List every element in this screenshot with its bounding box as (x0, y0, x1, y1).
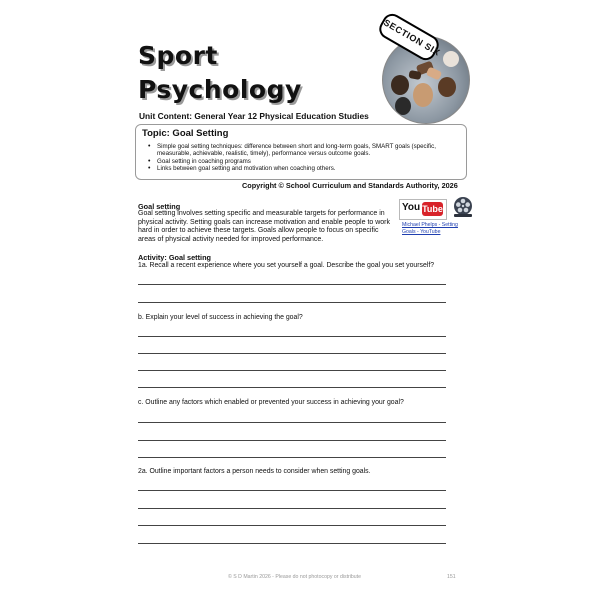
answer-line[interactable] (138, 508, 446, 509)
answer-line[interactable] (138, 302, 446, 303)
copyright-notice: Copyright © School Curriculum and Standards Authority, 2026 (242, 181, 458, 190)
answer-line[interactable] (138, 387, 446, 388)
footer-notice: © S D Martin 2026 - Please do not photocopy or distribute (228, 574, 362, 580)
answer-line[interactable] (138, 336, 446, 337)
topic-bullet-list (148, 143, 460, 173)
question-1c: c. Outline any factors which enabled or prevented your success in achieving your goal? (138, 399, 404, 406)
question-1a: 1a. Recall a recent experience where you set yourself a goal. Describe the goal you set yourself? (138, 262, 435, 269)
answer-line[interactable] (138, 490, 446, 491)
page-title-line-1: Sport (138, 41, 218, 70)
topic-bullet: • Links between goal setting and motivation when coaching others. (148, 165, 460, 172)
answer-line[interactable] (138, 284, 446, 285)
section-badge: SECTION SIX (376, 10, 443, 64)
answer-line[interactable] (138, 525, 446, 526)
youtube-logo[interactable] (399, 199, 447, 220)
answer-line[interactable] (138, 440, 446, 441)
page-number: 151 (447, 574, 456, 580)
goal-setting-paragraph: Goal setting involves setting specific and measurable targets for performance in physical activity. Setting goals can increase motivation and enable people to work hard in order to achieve these targets. Goals allow people to focus on specific areas of physical activity needed for improved performance. (138, 210, 391, 243)
goal-setting-heading: Goal setting (138, 202, 181, 211)
youtube-logo-you: You (402, 202, 421, 213)
question-2a: 2a. Outline important factors a person needs to consider when setting goals. (138, 468, 371, 475)
answer-line[interactable] (138, 457, 446, 458)
answer-line[interactable] (138, 353, 446, 354)
film-reel-icon (452, 196, 474, 218)
topic-bullet: • Simple goal setting techniques: difference between short and long-term goals, SMART goals (specific, measurable, achievable, realistic, timely), performance versus outcome goals. (148, 143, 460, 158)
topic-title: Topic: Goal Setting (142, 128, 229, 139)
topic-bullet: • Goal setting in coaching programs (148, 158, 460, 165)
unit-content-subtitle: Unit Content: General Year 12 Physical Education Studies (139, 111, 369, 121)
answer-line[interactable] (138, 370, 446, 371)
page-title-line-2: Psychology (138, 75, 302, 104)
topic-box (135, 124, 467, 180)
activity-heading: Activity: Goal setting (138, 253, 211, 262)
youtube-logo-tube: Tube (422, 204, 443, 214)
question-1b: b. Explain your level of success in achieving the goal? (138, 314, 303, 321)
answer-line[interactable] (138, 422, 446, 423)
youtube-video-link[interactable]: Michael Phelps - Setting Goals - YouTube (402, 222, 458, 235)
answer-line[interactable] (138, 543, 446, 544)
